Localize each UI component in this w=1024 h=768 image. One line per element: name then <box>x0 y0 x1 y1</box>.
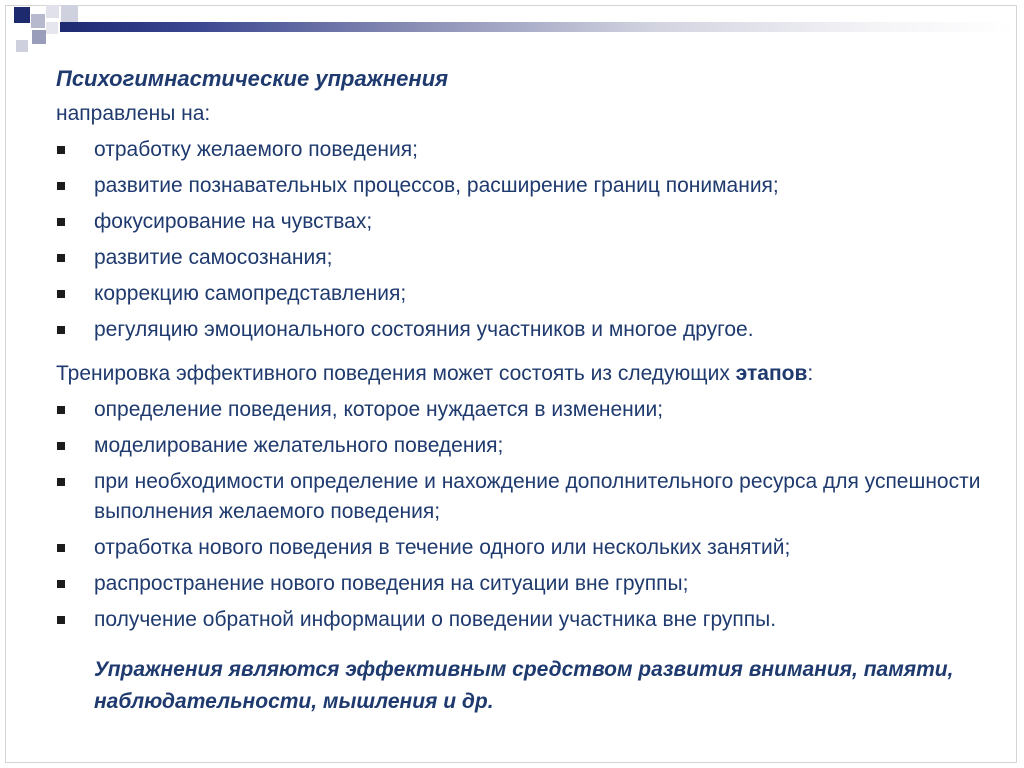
square-bullet-icon <box>57 218 65 226</box>
list-item-text: развитие самосознания; <box>94 246 333 269</box>
list-item <box>56 132 996 168</box>
square-bullet-icon <box>57 290 65 298</box>
list-item <box>56 464 996 530</box>
list-item <box>56 428 996 464</box>
decor-square <box>46 5 59 18</box>
list-item <box>56 276 996 312</box>
list-item-text: распространение нового поведения на ситуации вне группы; <box>94 572 689 595</box>
list-item <box>56 392 996 428</box>
square-bullet-icon <box>57 442 65 450</box>
list-item-text: регуляцию эмоционального состояния участников и многое другое. <box>94 318 754 341</box>
stages-list <box>56 392 996 638</box>
square-bullet-icon <box>57 478 65 486</box>
decor-square <box>46 22 58 34</box>
list-item <box>56 204 996 240</box>
square-bullet-icon <box>57 406 65 414</box>
square-bullet-icon <box>57 146 65 154</box>
decor-square <box>32 30 46 44</box>
list-item <box>56 168 996 204</box>
list-item <box>56 312 996 348</box>
stages-intro-text: Тренировка эффективного поведения может состоять из следующих <box>56 362 736 385</box>
list-item-text: отработку желаемого поведения; <box>94 138 418 161</box>
list-item-text: развитие познавательных процессов, расширение границ понимания; <box>94 174 779 197</box>
square-bullet-icon <box>57 254 65 262</box>
intro-text: направлены на: <box>56 102 211 125</box>
list-item-text: фокусирование на чувствах; <box>94 210 373 233</box>
list-item-text: получение обратной информации о поведении участника вне группы. <box>94 608 777 631</box>
decor-square <box>14 7 30 23</box>
square-bullet-icon <box>57 580 65 588</box>
list-item-text: коррекцию самопредставления; <box>94 282 407 305</box>
list-item-text: определение поведения, которое нуждается в изменении; <box>94 398 664 421</box>
decor-square <box>16 40 28 52</box>
decor-square <box>31 14 45 28</box>
stages-intro <box>56 356 996 392</box>
square-bullet-icon <box>57 182 65 190</box>
list-item-text: моделирование желательного поведения; <box>94 434 504 457</box>
stages-intro-colon: : <box>807 362 814 385</box>
list-item <box>56 566 996 602</box>
stages-keyword: этапов <box>735 362 808 385</box>
list-item <box>56 602 996 638</box>
conclusion-text: Упражнения являются эффективным средством развития внимания, памяти, наблюдательности, мышления и др. <box>94 658 954 713</box>
goals-list <box>56 132 996 348</box>
slide-title: Психогимнастические упражнения <box>56 66 449 91</box>
slide-content <box>56 62 996 718</box>
header-gradient-bar <box>60 22 1016 32</box>
list-item <box>56 240 996 276</box>
list-item-text: отработка нового поведения в течение одного или нескольких занятий; <box>94 536 791 559</box>
square-bullet-icon <box>57 544 65 552</box>
square-bullet-icon <box>57 326 65 334</box>
list-item-text: при необходимости определение и нахождение дополнительного ресурса для успешности выполнения желаемого поведения; <box>94 470 981 523</box>
spacer <box>56 348 996 356</box>
list-item <box>56 530 996 566</box>
square-bullet-icon <box>57 616 65 624</box>
decor-square <box>61 5 78 22</box>
